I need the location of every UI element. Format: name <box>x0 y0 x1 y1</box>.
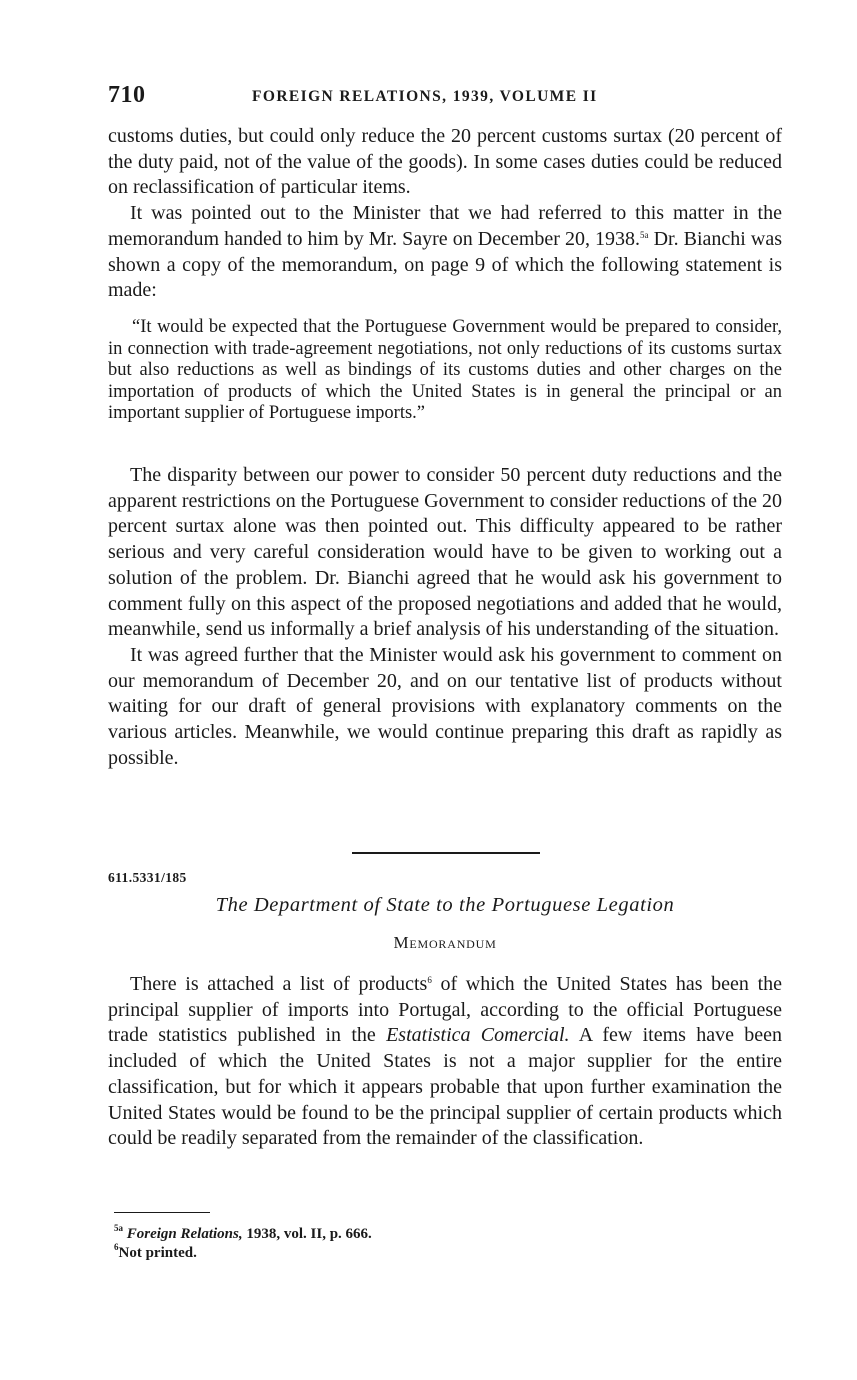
paragraph: There is attached a list of products$^6$ of which the United States has been the principal supplier of imports into Portugal, according to the official Portuguese trade statistics published in the Estatistica Comercial. A few items have been included of which the United States is not a major supplier for the entire classification, but for which it appears probable that upon further examination the United States would be found to be the principal supplier of certain products which could be readily separated from the remainder of the classification. <box>108 973 783 1150</box>
document-title: The Department of State to the Portuguese Legation <box>215 894 675 916</box>
paragraph: customs duties, but could only reduce the 20 percent customs surtax (20 percent of the duty paid, not of the value of the goods). In some cases duties could be reduced on reclassification of particular items. <box>108 125 782 199</box>
page-header <box>108 82 782 112</box>
continuation-text-2 <box>108 463 782 771</box>
paragraph: It was pointed out to the Minister that we had referred to this matter in the memorandum handed to him by Mr. Sayre on December 20, 1938.$^{5a}$ Dr. Bianchi was shown a copy of the memorandum, on page 9 of which the following statement is made: <box>108 202 783 302</box>
footnote-rule <box>114 1212 210 1213</box>
memorandum-text <box>108 972 782 1152</box>
file-number: 611.5331/185 <box>108 870 187 885</box>
paragraph: The disparity between our power to consider 50 percent duty reductions and the apparent restrictions on the Portuguese Government to consider reductions of the 20 percent surtax alone was then pointed out. This difficulty appeared to be rather serious and very careful consideration would have to be given to working out a solution of the problem. Dr. Bianchi agreed that he would ask his government to comment fully on this aspect of the proposed negotiations and added that he would, meanwhile, send us informally a brief analysis of his understanding of the situation. <box>108 464 782 641</box>
footnote-reference: 5a <box>640 229 649 240</box>
section-divider <box>352 852 540 854</box>
footnote: $^{5a}$ Foreign Relations, 1938, vol. II, p. 666. <box>114 1223 372 1242</box>
paragraph: It was agreed further that the Minister would ask his government to comment on our memorandum of December 20, and on our tentative list of products without waiting for our draft of general provisions with explanatory comments on the various articles. Meanwhile, we would continue preparing this draft as rapidly as possible. <box>108 643 782 769</box>
footnote: $^6$Not printed. <box>114 1242 197 1261</box>
footnote-reference: 6 <box>427 975 432 985</box>
block-quote: “It would be expected that the Portuguese Government would be prepared to consider, in connection with trade-agreement negotiations, not only reductions of its customs surtax but also reductions as well as bindings of its customs duties and other charges on the importation of products of which the United States is in general the principal or an important supplier of Portuguese imports.” <box>108 317 782 424</box>
footnotes <box>114 1225 714 1263</box>
document-subtitle: Memorandum <box>393 933 497 952</box>
continuation-text <box>108 124 782 304</box>
running-head: FOREIGN RELATIONS, 1939, VOLUME II <box>252 88 598 105</box>
page-number: 710 <box>108 82 146 108</box>
